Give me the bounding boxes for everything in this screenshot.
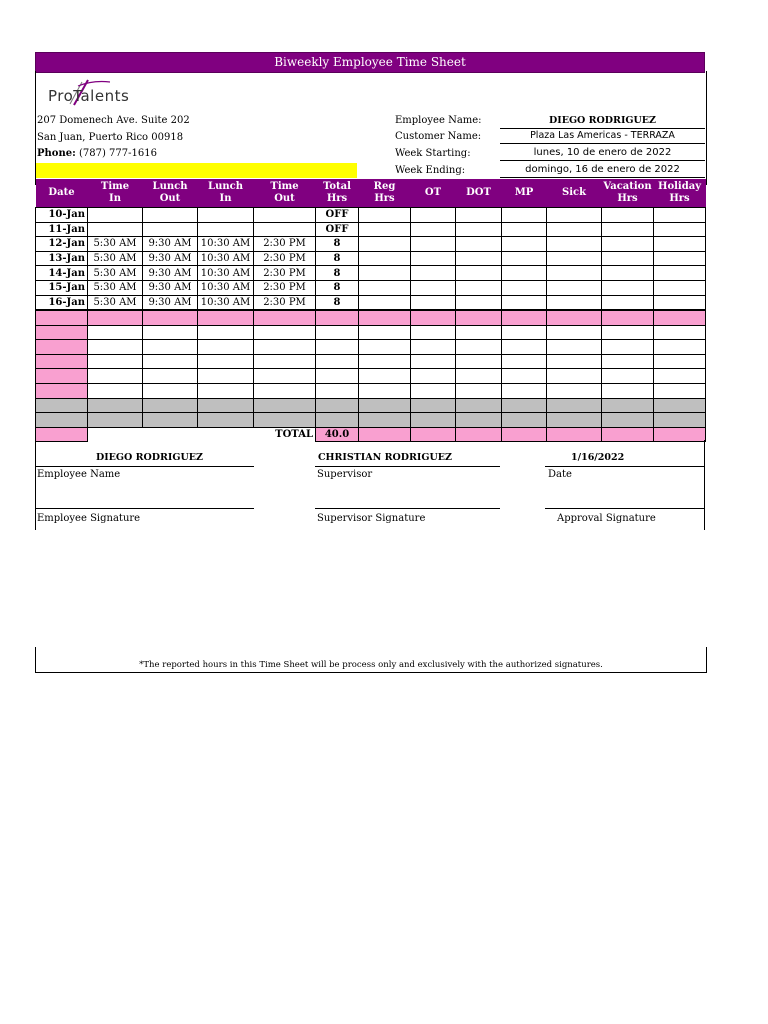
cell-empty[interactable] <box>411 383 456 398</box>
cell-empty[interactable] <box>359 237 411 252</box>
cell-empty[interactable] <box>547 311 602 326</box>
cell-total[interactable]: 8 <box>316 251 359 266</box>
cell-empty[interactable] <box>602 237 654 252</box>
cell-empty <box>143 427 198 442</box>
col-dot: DOT <box>456 179 502 208</box>
cell-empty[interactable] <box>359 340 411 355</box>
cell-empty[interactable] <box>602 398 654 413</box>
cell-empty <box>602 427 654 442</box>
table-row <box>36 266 706 281</box>
cell-empty[interactable] <box>654 280 706 295</box>
footer-note: *The reported hours in this Time Sheet will be process only and exclusively with the authorized signatures. <box>35 647 707 673</box>
col-sick: Sick <box>547 179 602 208</box>
phone-label: Phone: <box>37 148 76 159</box>
cell-empty[interactable] <box>654 340 706 355</box>
cell-empty[interactable] <box>547 266 602 281</box>
cell-empty[interactable] <box>254 340 316 355</box>
col-ot: OT <box>411 179 456 208</box>
table-row <box>36 222 706 237</box>
blank-table-row <box>36 325 706 340</box>
blank-table-row <box>36 398 706 413</box>
cell-lunch-in[interactable]: 10:30 AM <box>198 237 254 252</box>
cell-empty[interactable] <box>88 413 143 428</box>
cell-empty[interactable] <box>502 340 547 355</box>
cell-lunch-out[interactable]: 9:30 AM <box>143 295 198 310</box>
cell-empty[interactable] <box>359 413 411 428</box>
cell-empty <box>456 427 502 442</box>
blank-table-row <box>36 340 706 355</box>
col-lunch-in: Lunch In <box>198 179 254 208</box>
cell-lunch-in[interactable]: 10:30 AM <box>198 251 254 266</box>
cell-empty[interactable] <box>502 383 547 398</box>
cell-empty[interactable] <box>456 354 502 369</box>
phone-line <box>37 148 157 159</box>
cell-lunch-out[interactable] <box>143 222 198 237</box>
cell-time-out[interactable] <box>254 222 316 237</box>
cell-empty[interactable] <box>36 354 88 369</box>
cell-lunch-in[interactable]: 10:30 AM <box>198 295 254 310</box>
cell-empty[interactable] <box>198 398 254 413</box>
col-lunch-out: Lunch Out <box>143 179 198 208</box>
cell-time-in[interactable]: 5:30 AM <box>88 295 143 310</box>
table-row <box>36 237 706 252</box>
cell-empty[interactable] <box>316 413 359 428</box>
col-vacation-hrs: Vacation Hrs <box>602 179 654 208</box>
cell-empty[interactable] <box>359 266 411 281</box>
cell-empty[interactable] <box>359 369 411 384</box>
cell-empty[interactable] <box>198 354 254 369</box>
cell-lunch-out[interactable]: 9:30 AM <box>143 237 198 252</box>
cell-empty[interactable] <box>254 325 316 340</box>
cell-empty[interactable] <box>411 325 456 340</box>
cell-empty[interactable] <box>36 311 88 326</box>
company-logo <box>48 78 163 108</box>
cell-time-in[interactable] <box>88 222 143 237</box>
cell-empty[interactable] <box>316 369 359 384</box>
cell-empty[interactable] <box>316 354 359 369</box>
cell-empty[interactable] <box>88 311 143 326</box>
cell-empty[interactable] <box>547 295 602 310</box>
cell-date[interactable]: 11-Jan <box>36 222 88 237</box>
cell-empty[interactable] <box>88 354 143 369</box>
cell-empty[interactable] <box>411 266 456 281</box>
cell-empty[interactable] <box>359 311 411 326</box>
cell-empty[interactable] <box>411 340 456 355</box>
cell-empty[interactable] <box>654 251 706 266</box>
employee-name-label: Employee Name: <box>395 115 482 126</box>
cell-empty[interactable] <box>456 383 502 398</box>
cell-empty[interactable] <box>411 222 456 237</box>
blank-table-row <box>36 311 706 326</box>
blank-rows-body <box>36 311 706 442</box>
supervisor-signature-caption: Supervisor Signature <box>317 513 426 524</box>
employee-name-value: DIEGO RODRIGUEZ <box>500 114 705 129</box>
cell-lunch-in[interactable] <box>198 222 254 237</box>
cell-empty[interactable] <box>316 311 359 326</box>
cell-empty[interactable] <box>502 311 547 326</box>
approval-signature-caption: Approval Signature <box>557 513 656 524</box>
totals-row <box>36 427 706 442</box>
cell-empty[interactable] <box>411 311 456 326</box>
cell-empty[interactable] <box>602 266 654 281</box>
cell-empty[interactable] <box>143 340 198 355</box>
cell-empty[interactable] <box>88 369 143 384</box>
cell-empty[interactable] <box>359 398 411 413</box>
supervisor-caption: Supervisor <box>317 469 373 480</box>
date-value: 1/16/2022 <box>571 452 625 463</box>
cell-empty[interactable] <box>359 280 411 295</box>
cell-empty[interactable] <box>547 383 602 398</box>
cell-empty[interactable] <box>547 251 602 266</box>
cell-empty[interactable] <box>456 208 502 223</box>
cell-empty[interactable] <box>602 325 654 340</box>
cell-empty[interactable] <box>456 295 502 310</box>
cell-empty[interactable] <box>502 354 547 369</box>
cell-empty[interactable] <box>359 251 411 266</box>
blank-table-row <box>36 383 706 398</box>
cell-empty <box>547 427 602 442</box>
cell-empty[interactable] <box>359 354 411 369</box>
blank-table-row <box>36 369 706 384</box>
employee-name-line <box>36 466 254 467</box>
cell-time-out[interactable]: 2:30 PM <box>254 251 316 266</box>
cell-empty[interactable] <box>411 413 456 428</box>
table-row <box>36 251 706 266</box>
customer-name-label: Customer Name: <box>395 131 482 142</box>
cell-empty[interactable] <box>411 369 456 384</box>
cell-empty[interactable] <box>602 280 654 295</box>
cell-empty[interactable] <box>143 413 198 428</box>
cell-total[interactable]: 8 <box>316 280 359 295</box>
cell-empty[interactable] <box>359 325 411 340</box>
cell-empty[interactable] <box>547 237 602 252</box>
cell-date[interactable]: 13-Jan <box>36 251 88 266</box>
cell-empty[interactable] <box>456 325 502 340</box>
cell-empty[interactable] <box>359 208 411 223</box>
cell-date[interactable]: 16-Jan <box>36 295 88 310</box>
cell-lunch-out[interactable] <box>143 208 198 223</box>
cell-empty <box>359 427 411 442</box>
timesheet-table <box>35 179 706 310</box>
cell-empty[interactable] <box>602 340 654 355</box>
cell-empty[interactable] <box>36 369 88 384</box>
cell-empty[interactable] <box>456 251 502 266</box>
cell-empty[interactable] <box>36 413 88 428</box>
cell-empty[interactable] <box>143 383 198 398</box>
cell-empty[interactable] <box>602 383 654 398</box>
cell-empty[interactable] <box>411 280 456 295</box>
employee-signature-caption: Employee Signature <box>37 513 141 524</box>
employee-name-caption: Employee Name <box>37 469 121 480</box>
cell-empty[interactable] <box>456 280 502 295</box>
week-end-value: domingo, 16 de enero de 2022 <box>500 163 705 178</box>
cell-empty[interactable] <box>198 413 254 428</box>
supervisor-name-line <box>315 466 500 467</box>
cell-empty[interactable] <box>198 369 254 384</box>
cell-empty[interactable] <box>198 311 254 326</box>
table-row <box>36 280 706 295</box>
phone-value: (787) 777-1616 <box>78 148 157 159</box>
cell-total[interactable]: 8 <box>316 237 359 252</box>
cell-lunch-in[interactable]: 10:30 AM <box>198 266 254 281</box>
cell-empty[interactable] <box>411 354 456 369</box>
cell-time-out[interactable]: 2:30 PM <box>254 280 316 295</box>
cell-empty[interactable] <box>547 369 602 384</box>
employee-signature-line <box>36 508 254 509</box>
cell-empty[interactable] <box>359 222 411 237</box>
cell-empty[interactable] <box>602 413 654 428</box>
cell-total[interactable]: 8 <box>316 266 359 281</box>
cell-empty[interactable] <box>411 398 456 413</box>
cell-empty[interactable] <box>411 251 456 266</box>
cell-empty[interactable] <box>143 398 198 413</box>
cell-time-out[interactable]: 2:30 PM <box>254 237 316 252</box>
cell-empty[interactable] <box>502 398 547 413</box>
table-header-row <box>36 179 706 208</box>
cell-empty[interactable] <box>254 383 316 398</box>
cell-lunch-out[interactable]: 9:30 AM <box>143 266 198 281</box>
cell-empty[interactable] <box>88 398 143 413</box>
col-holiday-hrs: Holiday Hrs <box>654 179 706 208</box>
cell-empty[interactable] <box>602 369 654 384</box>
cell-empty[interactable] <box>502 280 547 295</box>
cell-empty[interactable] <box>456 413 502 428</box>
cell-time-in[interactable]: 5:30 AM <box>88 266 143 281</box>
cell-empty[interactable] <box>411 208 456 223</box>
cell-empty[interactable] <box>502 266 547 281</box>
cell-empty[interactable] <box>36 325 88 340</box>
cell-empty[interactable] <box>602 311 654 326</box>
cell-empty[interactable] <box>411 237 456 252</box>
cell-time-in[interactable]: 5:30 AM <box>88 251 143 266</box>
cell-empty[interactable] <box>602 354 654 369</box>
highlight-bar <box>36 163 357 178</box>
left-border <box>35 440 36 530</box>
cell-date[interactable]: 15-Jan <box>36 280 88 295</box>
cell-empty[interactable] <box>547 222 602 237</box>
cell-empty <box>88 427 143 442</box>
approval-signature-line <box>545 508 705 509</box>
cell-empty[interactable] <box>143 369 198 384</box>
cell-empty[interactable] <box>143 354 198 369</box>
cell-empty[interactable] <box>547 340 602 355</box>
cell-empty[interactable] <box>547 413 602 428</box>
cell-empty[interactable] <box>254 354 316 369</box>
cell-time-in[interactable]: 5:30 AM <box>88 280 143 295</box>
cell-time-in[interactable]: 5:30 AM <box>88 237 143 252</box>
total-value: 40.0 <box>316 427 359 442</box>
total-label: TOTAL <box>275 429 313 441</box>
col-total-hrs: Total Hrs <box>316 179 359 208</box>
cell-lunch-out[interactable]: 9:30 AM <box>143 251 198 266</box>
cell-empty[interactable] <box>654 325 706 340</box>
cell-time-in[interactable] <box>88 208 143 223</box>
cell-empty[interactable] <box>502 295 547 310</box>
cell-empty[interactable] <box>654 413 706 428</box>
cell-empty[interactable] <box>456 266 502 281</box>
table-row <box>36 208 706 223</box>
cell-empty[interactable] <box>198 325 254 340</box>
cell-empty[interactable] <box>36 398 88 413</box>
cell-empty[interactable] <box>654 354 706 369</box>
cell-empty[interactable] <box>456 311 502 326</box>
address-line-1: 207 Domenech Ave. Suite 202 <box>37 115 190 126</box>
col-reg-hrs: Reg Hrs <box>359 179 411 208</box>
cell-empty[interactable] <box>359 383 411 398</box>
cell-empty[interactable] <box>654 266 706 281</box>
cell-empty[interactable] <box>88 383 143 398</box>
cell-empty[interactable] <box>254 413 316 428</box>
week-start-value: lunes, 10 de enero de 2022 <box>500 146 705 161</box>
cell-empty[interactable] <box>198 340 254 355</box>
cell-empty[interactable] <box>602 295 654 310</box>
employee-name-sig: DIEGO RODRIGUEZ <box>96 452 203 463</box>
cell-empty[interactable] <box>456 398 502 413</box>
cell-lunch-in[interactable]: 10:30 AM <box>198 280 254 295</box>
title-bar-container <box>35 52 705 73</box>
cell-empty[interactable] <box>359 295 411 310</box>
cell-time-out[interactable]: 2:30 PM <box>254 266 316 281</box>
cell-empty[interactable] <box>316 325 359 340</box>
cell-empty[interactable] <box>502 222 547 237</box>
cell-empty[interactable] <box>602 251 654 266</box>
week-end-label: Week Ending: <box>395 165 466 176</box>
cell-empty[interactable] <box>254 311 316 326</box>
cell-empty[interactable] <box>654 383 706 398</box>
week-start-label: Week Starting: <box>395 148 471 159</box>
cell-empty[interactable] <box>547 354 602 369</box>
cell-empty[interactable] <box>36 383 88 398</box>
cell-empty[interactable] <box>502 208 547 223</box>
cell-empty[interactable] <box>547 280 602 295</box>
cell-empty[interactable] <box>654 222 706 237</box>
cell-empty[interactable] <box>502 369 547 384</box>
table-row <box>36 295 706 310</box>
cell-empty[interactable] <box>88 340 143 355</box>
cell-empty[interactable] <box>456 340 502 355</box>
cell-empty[interactable] <box>547 325 602 340</box>
cell-empty[interactable] <box>654 295 706 310</box>
cell-empty[interactable] <box>547 398 602 413</box>
blank-table-row <box>36 413 706 428</box>
cell-empty[interactable] <box>456 369 502 384</box>
cell-empty[interactable] <box>502 237 547 252</box>
cell-empty[interactable] <box>654 369 706 384</box>
cell-empty[interactable] <box>316 398 359 413</box>
cell-time-out[interactable]: 2:30 PM <box>254 295 316 310</box>
cell-empty[interactable] <box>254 398 316 413</box>
supervisor-signature-line <box>315 508 500 509</box>
cell-lunch-out[interactable]: 9:30 AM <box>143 280 198 295</box>
date-line <box>545 466 705 467</box>
cell-empty[interactable] <box>143 311 198 326</box>
date-caption: Date <box>548 469 572 480</box>
cell-empty[interactable] <box>654 237 706 252</box>
cell-date[interactable]: 14-Jan <box>36 266 88 281</box>
cell-empty[interactable] <box>654 311 706 326</box>
logo-text: ProTalents <box>48 87 130 105</box>
cell-empty[interactable] <box>411 295 456 310</box>
cell-empty[interactable] <box>602 222 654 237</box>
cell-empty <box>36 427 88 442</box>
cell-date[interactable]: 12-Jan <box>36 237 88 252</box>
cell-total[interactable]: 8 <box>316 295 359 310</box>
cell-lunch-in[interactable] <box>198 208 254 223</box>
cell-empty[interactable] <box>143 325 198 340</box>
cell-time-out[interactable] <box>254 208 316 223</box>
cell-empty <box>654 427 706 442</box>
cell-empty[interactable] <box>502 251 547 266</box>
blank-table-row <box>36 354 706 369</box>
cell-total[interactable]: OFF <box>316 208 359 223</box>
cell-total[interactable]: OFF <box>316 222 359 237</box>
cell-empty <box>411 427 456 442</box>
cell-empty[interactable] <box>88 325 143 340</box>
blank-rows-table <box>35 310 706 442</box>
cell-empty[interactable] <box>36 340 88 355</box>
sheet-title: Biweekly Employee Time Sheet <box>35 52 705 73</box>
col-time-out: Time Out <box>254 179 316 208</box>
cell-empty <box>198 427 254 442</box>
col-mp: MP <box>502 179 547 208</box>
supervisor-name-sig: CHRISTIAN RODRIGUEZ <box>318 452 452 463</box>
cell-empty <box>502 427 547 442</box>
cell-empty[interactable] <box>316 340 359 355</box>
cell-empty[interactable] <box>198 383 254 398</box>
cell-empty[interactable] <box>456 222 502 237</box>
cell-empty[interactable] <box>502 325 547 340</box>
cell-empty[interactable] <box>456 237 502 252</box>
cell-empty[interactable] <box>547 208 602 223</box>
cell-date[interactable]: 10-Jan <box>36 208 88 223</box>
cell-empty[interactable] <box>254 369 316 384</box>
cell-empty[interactable] <box>502 413 547 428</box>
cell-empty[interactable] <box>602 208 654 223</box>
right-border <box>704 440 705 530</box>
cell-empty[interactable] <box>316 383 359 398</box>
col-date: Date <box>36 179 88 208</box>
cell-empty[interactable] <box>654 208 706 223</box>
col-time-in: Time In <box>88 179 143 208</box>
table-body <box>36 208 706 310</box>
address-line-2: San Juan, Puerto Rico 00918 <box>37 132 184 143</box>
customer-name-value: Plaza Las Americas - TERRAZA <box>500 129 705 144</box>
cell-empty[interactable] <box>654 398 706 413</box>
